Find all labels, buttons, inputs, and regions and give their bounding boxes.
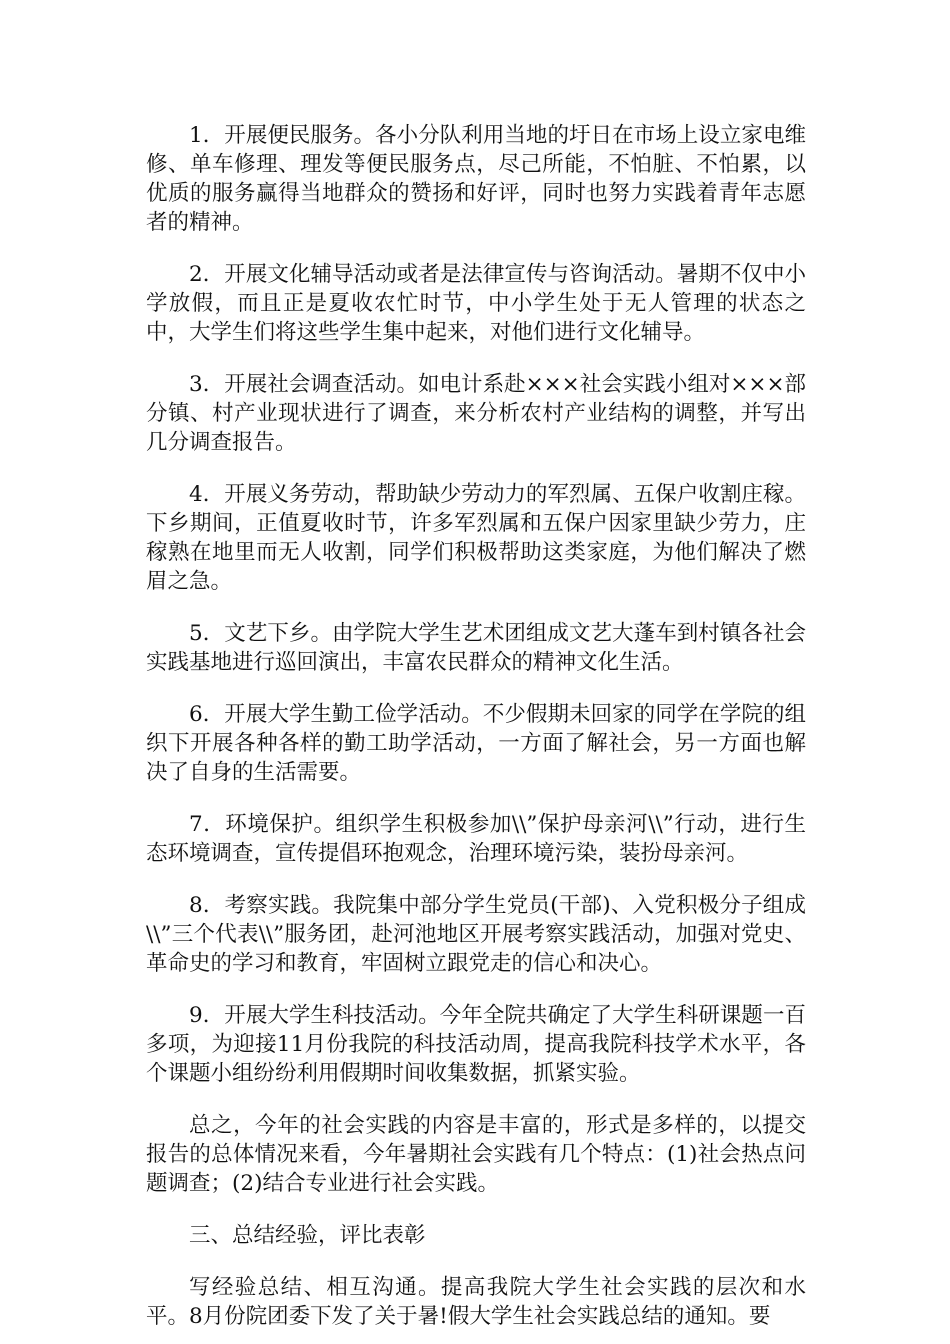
paragraph-1: 1．开展便民服务。各小分队利用当地的圩日在市场上设立家电维修、单车修理、理发等便民服务点，尽己所能，不怕脏、不怕累，以优质的服务赢得当地群众的赞扬和好评，同时也努力实践着青年志愿者的精神。 — [146, 123, 806, 235]
paragraph-6: 6．开展大学生勤工俭学活动。不少假期未回家的同学在学院的组织下开展各种各样的勤工助学活动，一方面了解社会，另一方面也解决了自身的生活需要。 — [146, 702, 806, 785]
paragraph-2: 2．开展文化辅导活动或者是法律宣传与咨询活动。暑期不仅中小学放假，而且正是夏收农忙时节，中小学生处于无人管理的状态之中，大学生们将这些学生集中起来，对他们进行文化辅导。 — [146, 262, 806, 345]
paragraph-4: 4．开展义务劳动，帮助缺少劳动力的军烈属、五保户收割庄稼。下乡期间，正值夏收时节，许多军烈属和五保户因家里缺少劳力，庄稼熟在地里而无人收割，同学们积极帮助这类家庭，为他们解决了燃眉之急。 — [146, 482, 806, 594]
document-body — [146, 121, 806, 1331]
paragraph-5: 5．文艺下乡。由学院大学生艺术团组成文艺大蓬车到村镇各社会实践基地进行巡回演出，丰富农民群众的精神文化生活。 — [146, 621, 806, 675]
paragraph-8: 8．考察实践。我院集中部分学生党员(干部)、入党积极分子组成\\”三个代表\\”服务团，赴河池地区开展考察实践活动，加强对党史、革命史的学习和教育，牢固树立跟党走的信心和决心。 — [146, 893, 806, 976]
closing-paragraph: 写经验总结、相互沟通。提高我院大学生社会实践的层次和水平。8月份院团委下发了关于暑!假大学生社会实践总结的通知。要 — [146, 1275, 806, 1329]
paragraph-7: 7．环境保护。组织学生积极参加\\”保护母亲河\\”行动，进行生态环境调查，宣传提倡环抱观念，治理环境污染，装扮母亲河。 — [146, 812, 806, 866]
paragraph-9: 9．开展大学生科技活动。今年全院共确定了大学生科研课题一百多项，为迎接11月份我院的科技活动周，提高我院科技学术水平，各个课题小组纷纷利用假期时间收集数据，抓紧实验。 — [146, 1003, 806, 1086]
section-heading: 三、总结经验，评比表彰 — [189, 1223, 426, 1248]
summary-paragraph: 总之，今年的社会实践的内容是丰富的，形式是多样的，以提交报告的总体情况来看，今年暑期社会实践有几个特点：(1)社会热点问题调查；(2)结合专业进行社会实践。 — [146, 1113, 806, 1196]
paragraph-3: 3．开展社会调查活动。如电计系赴×××社会实践小组对×××部分镇、村产业现状进行了调查，来分析农村产业结构的调整，并写出几分调查报告。 — [146, 372, 806, 455]
